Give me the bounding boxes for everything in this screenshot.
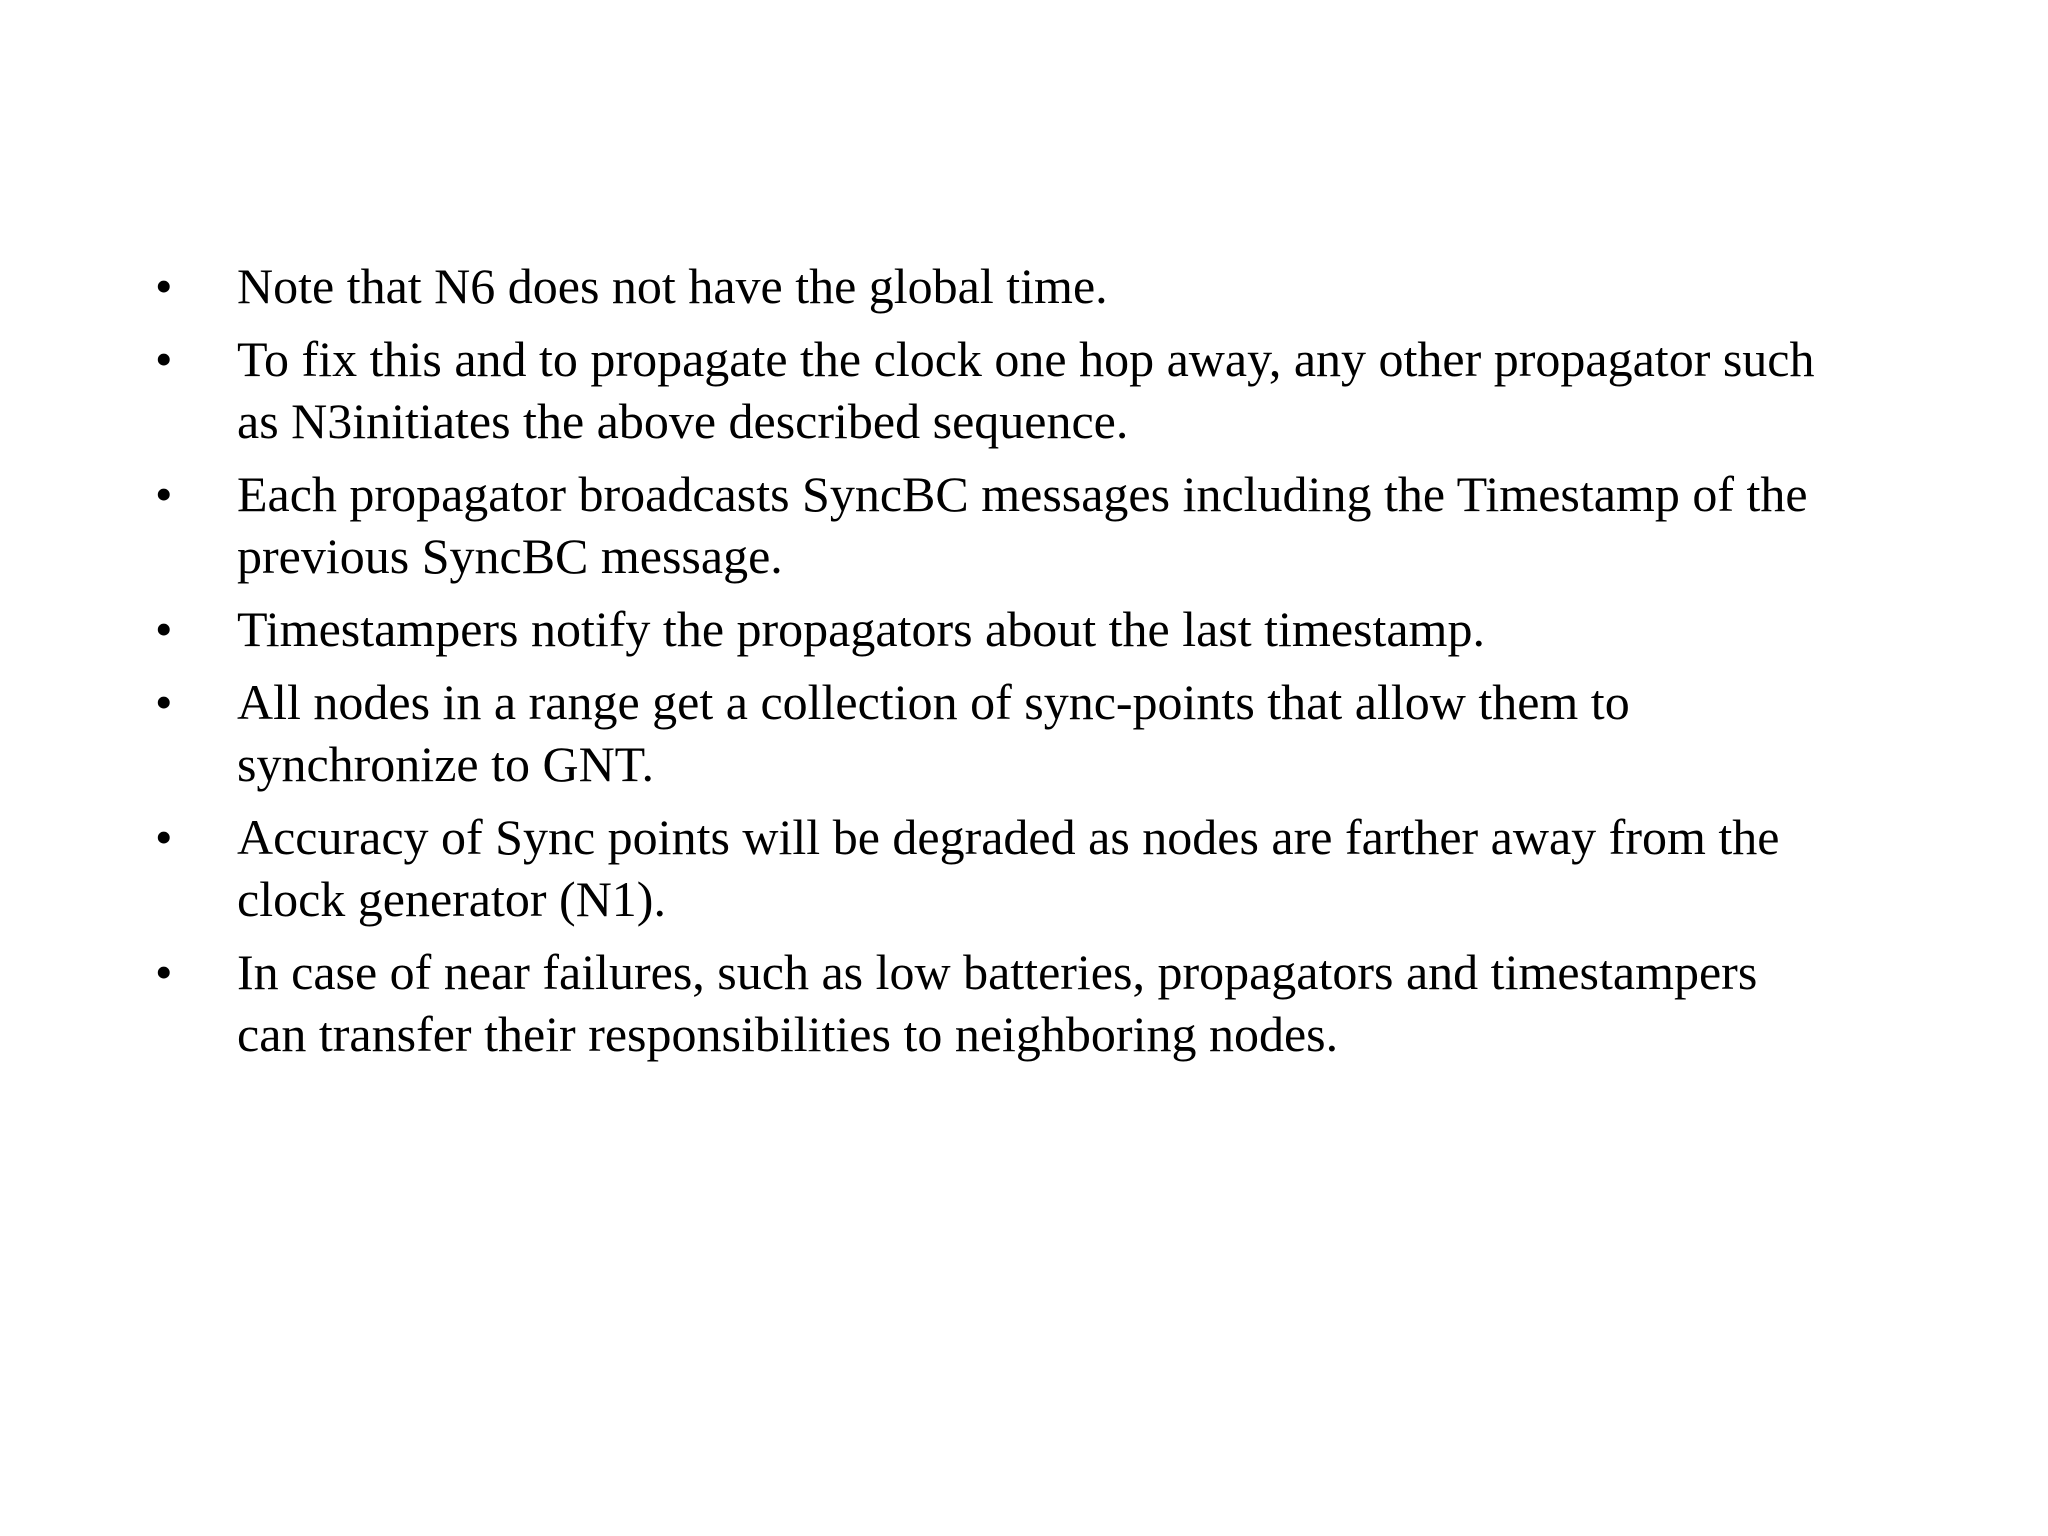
bullet-text: All nodes in a range get a collection of sync-points that allow them to synchronize to GNT. — [237, 674, 1630, 792]
bullet-item — [155, 463, 1895, 587]
bullet-text: To fix this and to propagate the clock one hop away, any other propagator such as N3initiates the above described sequence. — [237, 331, 1815, 449]
bullet-marker: • — [155, 944, 173, 1000]
bullet-text: Note that N6 does not have the global time. — [237, 258, 1108, 314]
bullet-marker: • — [155, 601, 173, 657]
bullet-item — [155, 671, 1895, 795]
bullet-list — [155, 255, 1895, 1076]
bullet-item — [155, 806, 1895, 930]
bullet-item — [155, 328, 1895, 452]
bullet-text: Each propagator broadcasts SyncBC messages including the Timestamp of the previous SyncBC message. — [237, 466, 1808, 584]
bullet-text: Timestampers notify the propagators about the last timestamp. — [237, 601, 1485, 657]
bullet-item — [155, 941, 1895, 1065]
bullet-marker: • — [155, 809, 173, 865]
bullet-marker: • — [155, 331, 173, 387]
bullet-marker: • — [155, 466, 173, 522]
bullet-marker: • — [155, 674, 173, 730]
bullet-text: Accuracy of Sync points will be degraded as nodes are farther away from the clock generator (N1). — [237, 809, 1780, 927]
bullet-item — [155, 598, 1895, 660]
bullet-marker: • — [155, 258, 173, 314]
bullet-text: In case of near failures, such as low batteries, propagators and timestampers can transfer their responsibilities to neighboring nodes. — [237, 944, 1758, 1062]
bullet-item — [155, 255, 1895, 317]
